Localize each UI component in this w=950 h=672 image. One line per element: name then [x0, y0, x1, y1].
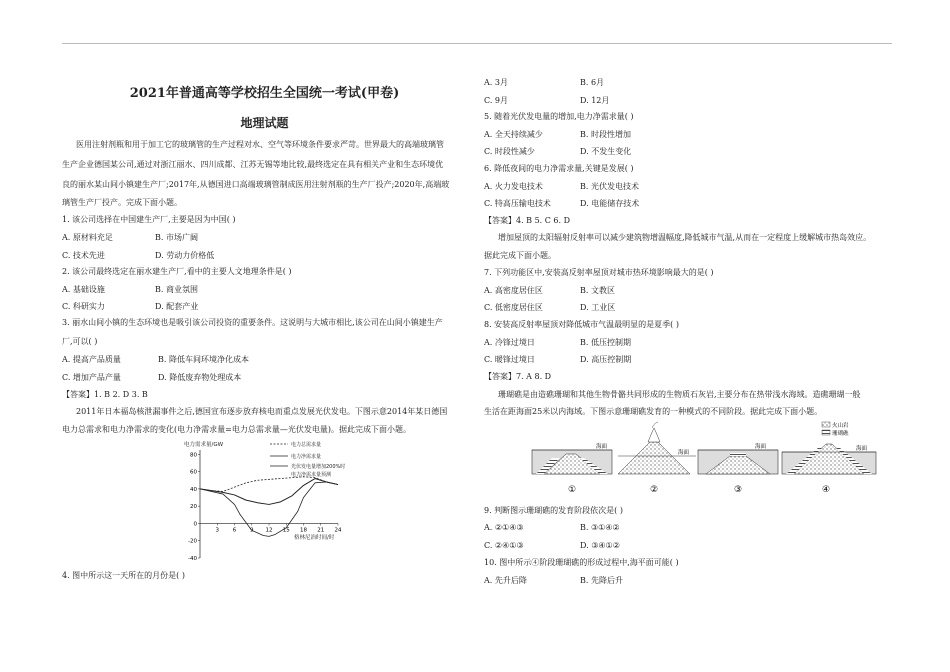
legend-volcano-label: 火山岩 — [832, 423, 849, 429]
passage-1-line-4: 璃管生产厂投产。完成下面小题。 — [62, 198, 182, 207]
q9-option-b: B. ③①④② — [580, 523, 620, 532]
passage-3-line-1: 增加屋顶的太阳辐射反射率可以减少建筑物增温幅度,降低城市气温,从而在一定程度上缓解城市热岛效应。 — [498, 233, 872, 242]
stage-4-panel — [782, 444, 876, 474]
q3-option-a: A. 提高产品质量 — [62, 355, 121, 364]
stage-4-number: ④ — [822, 485, 831, 495]
q7-option-a: A. 高密度居住区 — [484, 286, 543, 295]
q4-option-b: B. 6月 — [580, 78, 605, 87]
q10-option-b: B. 先降后升 — [580, 576, 623, 585]
q5-option-d: D. 不发生变化 — [580, 147, 632, 156]
chart-ylabel: 电力需求量/GW — [184, 442, 224, 448]
power-demand-chart — [178, 438, 360, 572]
question-3-line-1: 3. 丽水山间小镇的生态环境也是吸引该公司投资的重要条件。这说明与大城市相比,该公司在山间小镇建生产 — [62, 318, 443, 327]
x-tick-label: 12 — [265, 527, 273, 534]
q3-option-c: C. 增加产品产量 — [62, 373, 121, 382]
q1-option-d: D. 劳动力价格低 — [155, 251, 215, 260]
q8-option-c: C. 暖锋过境日 — [484, 355, 535, 364]
question-2: 2. 该公司最终选定在丽水建生产厂,看中的主要人文地理条件是( ) — [62, 267, 292, 276]
stage-2-panel — [618, 422, 696, 474]
stage-2-number: ② — [650, 485, 659, 495]
passage-3-line-2: 据此完成下面小题。 — [484, 251, 556, 260]
question-4: 4. 图中所示这一天所在的月份是( ) — [62, 571, 185, 580]
passage-1-line-3: 良的丽水某山间小镇建生产厂;2017年,从德国进口高端玻璃管制成医用注射剂瓶的生产厂投产;2020年,高端玻 — [62, 180, 450, 189]
x-tick-label: 3 — [215, 527, 219, 534]
q10-option-a: A. 先升后降 — [484, 576, 527, 585]
x-tick-label: 9 — [250, 527, 254, 534]
stage-3-panel — [698, 442, 778, 474]
q8-option-a: A. 冷锋过境日 — [484, 338, 535, 347]
q8-option-d: D. 高压控制期 — [580, 355, 632, 364]
q4-option-c: C. 9月 — [484, 96, 509, 105]
q7-option-d: D. 工业区 — [580, 303, 616, 312]
q9-option-d: D. ③④①② — [580, 541, 620, 550]
question-9: 9. 判断图示珊瑚礁的发育阶段依次是( ) — [484, 506, 623, 515]
question-1: 1. 该公司选择在中国建生产厂,主要是因为中国( ) — [62, 215, 236, 224]
stage-3-number: ③ — [734, 485, 743, 495]
stage-2-sea-label: 海面 — [678, 450, 690, 456]
question-3-line-2: 厂,可以( ) — [62, 337, 98, 346]
stage-1-number: ① — [568, 485, 577, 495]
legend-coral-label: 珊瑚礁 — [832, 431, 849, 437]
q3-option-b: B. 降低车间环境净化成本 — [158, 355, 249, 364]
q5-option-b: B. 时段性增加 — [580, 130, 631, 139]
legend-label-1: 电力总需求量 — [291, 442, 322, 448]
answer-1-3: 【答案】1. B 2. D 3. B — [62, 390, 148, 399]
y-tick-label: 60 — [190, 469, 197, 476]
header-rule — [62, 43, 892, 44]
q6-option-d: D. 电能储存技术 — [580, 199, 640, 208]
question-5: 5. 随着光伏发电量的增加,电力净需求量( ) — [484, 112, 634, 121]
q2-option-a: A. 基础设施 — [62, 285, 105, 294]
passage-1-line-2: 生产企业德国某公司,通过对浙江丽水、四川成都、江苏无锡等地比较,最终选定在具有相关产业和生态环境优 — [62, 160, 444, 169]
question-10: 10. 图中所示④阶段珊瑚礁的形成过程中,海平面可能( ) — [484, 558, 679, 567]
q2-option-c: C. 科研实力 — [62, 302, 105, 311]
q8-option-b: B. 低压控制期 — [580, 338, 631, 347]
stage-3-sea-label: 海面 — [755, 444, 767, 450]
exam-title: 2021年普通高等学校招生全国统一考试(甲卷) — [129, 86, 400, 101]
stage-1-sea-label: 海面 — [596, 444, 608, 450]
question-7: 7. 下列功能区中,安装高反射率屋顶对城市热环境影响最大的是( ) — [484, 268, 714, 277]
q6-option-c: C. 特高压输电技术 — [484, 199, 551, 208]
q6-option-a: A. 火力发电技术 — [484, 182, 543, 191]
q1-option-a: A. 原材料充足 — [62, 233, 113, 242]
question-8: 8. 安装高反射率屋顶对降低城市气温最明显的是夏季( ) — [484, 320, 679, 329]
passage-4-line-1: 珊瑚礁是由造礁珊瑚和其他生物骨骼共同形成的生物质石灰岩,主要分布在热带浅水海域。造礁珊瑚一般 — [498, 390, 861, 399]
y-tick-label: 40 — [190, 486, 197, 493]
passage-4-line-2: 生活在距海面25米以内海域。下图示意珊瑚礁发育的一种模式的不同阶段。据此完成下面小题。 — [484, 407, 823, 416]
x-tick-label: 21 — [317, 527, 325, 534]
q2-option-b: B. 商业氛围 — [155, 285, 198, 294]
chart-xlabel: 格林尼治时间/时 — [294, 535, 335, 541]
x-tick-label: 15 — [282, 527, 290, 534]
y-tick-label: -20 — [188, 538, 197, 545]
passage-2-line-2: 电力总需求和电力净需求的变化(电力净需求量=电力总需求量—光伏发电量)。据此完成下面小题。 — [62, 425, 411, 434]
x-tick-label: 18 — [300, 527, 307, 534]
y-tick-label: -40 — [188, 556, 197, 562]
answer-4-6: 【答案】4. B 5. C 6. D — [484, 216, 571, 225]
answer-7-8: 【答案】7. A 8. D — [484, 372, 552, 381]
legend-label-4: 电力净需求量预测 — [291, 472, 332, 478]
q5-option-a: A. 全天持续减少 — [484, 130, 543, 139]
q7-option-c: C. 低密度居住区 — [484, 303, 543, 312]
passage-2-line-1: 2011年日本福岛核泄漏事件之后,德国宣布逐步放弃核电而重点发展光伏发电。下图示意2014年某日德国 — [76, 407, 448, 416]
coral-reef-diagram — [530, 420, 880, 498]
stage-4-sea-label: 海面 — [856, 446, 868, 452]
q4-option-a: A. 3月 — [484, 78, 508, 87]
x-tick-label: 24 — [334, 527, 342, 534]
passage-1-line-1: 医用注射剂瓶和用于加工它的玻璃管的生产过程对水、空气等环境条件要求严苛。世界最大的高端玻璃管 — [76, 140, 444, 149]
y-tick-label: 0 — [193, 521, 197, 528]
q9-option-a: A. ②①④③ — [484, 523, 524, 532]
reef-legend — [822, 421, 849, 437]
q5-option-c: C. 时段性减少 — [484, 147, 535, 156]
legend-label-2: 电力净需求量 — [291, 454, 322, 460]
q1-option-b: B. 市场广阔 — [155, 233, 198, 242]
q7-option-b: B. 文教区 — [580, 286, 615, 295]
q9-option-c: C. ②④①③ — [484, 541, 524, 550]
q4-option-d: D. 12月 — [580, 96, 610, 105]
question-6: 6. 降低夜间的电力净需求量,关键是发展( ) — [484, 164, 634, 173]
y-tick-label: 80 — [190, 452, 197, 459]
legend-label-3: 光伏发电量增加200%时 — [291, 464, 346, 470]
x-tick-label: 6 — [232, 527, 237, 534]
q2-option-d: D. 配套产业 — [155, 302, 199, 311]
q3-option-d: D. 降低废弃物处理成本 — [158, 373, 242, 382]
stage-1-panel — [532, 442, 612, 474]
exam-subtitle: 地理试题 — [240, 116, 289, 130]
y-tick-label: 20 — [190, 504, 197, 511]
q1-option-c: C. 技术先进 — [62, 251, 105, 260]
q6-option-b: B. 光伏发电技术 — [580, 182, 639, 191]
